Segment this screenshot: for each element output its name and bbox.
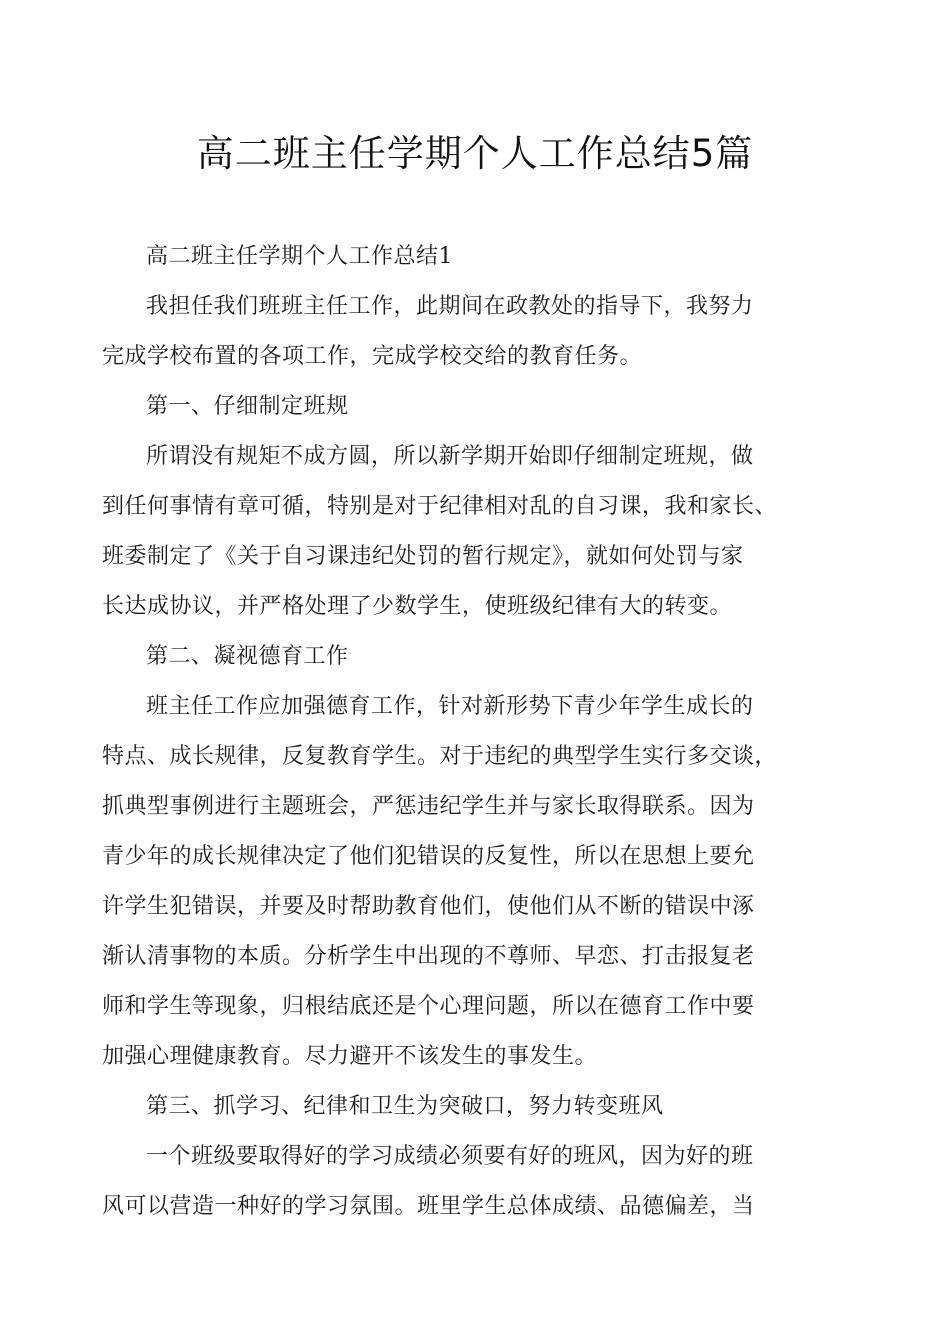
line: 到任何事情有章可循，特别是对于纪律相对乱的自习课，我和家长、 (102, 494, 778, 519)
line: 第二、凝视德育工作 (146, 644, 349, 669)
line: 班委制定了《关于自习课违纪处罚的暂行规定》，就如何处罚与家 (102, 544, 744, 569)
line: 所谓没有规矩不成方圆，所以新学期开始即仔细制定班规，做 (146, 444, 754, 469)
line: 长达成协议，并严格处理了少数学生，使班级纪律有大的转变。 (102, 594, 733, 619)
line: 加强心理健康教育。尽力避开不该发生的事发生。 (102, 1044, 598, 1069)
section-heading-rules (146, 382, 826, 432)
line: 特点、成长规律，反复教育学生。对于违纪的典型学生实行多交谈， (102, 744, 778, 769)
document-body (102, 232, 826, 1232)
line: 班主任工作应加强德育工作，针对新形势下青少年学生成长的 (146, 694, 754, 719)
line: 高二班主任学期个人工作总结1 (146, 244, 453, 269)
line: 风可以营造一种好的学习氛围。班里学生总体成绩、品德偏差，当 (102, 1194, 755, 1219)
paragraph-rules (102, 432, 826, 632)
line: 师和学生等现象，归根结底还是个心理问题，所以在德育工作中要 (102, 994, 755, 1019)
line: 许学生犯错误，并要及时帮助教育他们，使他们从不断的错误中涿 (102, 894, 755, 919)
line: 我担任我们班班主任工作，此期间在政教处的指导下，我努力 (146, 294, 754, 319)
document-title: 高二班主任学期个人工作总结5篇 (196, 132, 754, 175)
line: 完成学校布置的各项工作，完成学校交给的教育任务。 (102, 344, 643, 369)
line: 一个班级要取得好的学习成绩必须要有好的班风，因为好的班 (146, 1144, 754, 1169)
section-heading-style (146, 1082, 826, 1132)
line: 青少年的成长规律决定了他们犯错误的反复性，所以在思想上要允 (102, 844, 755, 869)
line: 渐认清事物的本质。分析学生中出现的不尊师、早恋、打击报复老 (102, 944, 755, 969)
paragraph-moral (102, 682, 826, 1082)
line: 第一、仔细制定班规 (146, 394, 349, 419)
section-heading-1 (146, 232, 826, 282)
line: 第三、抓学习、纪律和卫生为突破口，努力转变班风 (146, 1094, 664, 1119)
line: 抓典型事例进行主题班会，严惩违纪学生并与家长取得联系。因为 (102, 794, 755, 819)
section-heading-moral (146, 632, 826, 682)
paragraph-style (102, 1132, 826, 1232)
paragraph-intro (102, 282, 826, 382)
